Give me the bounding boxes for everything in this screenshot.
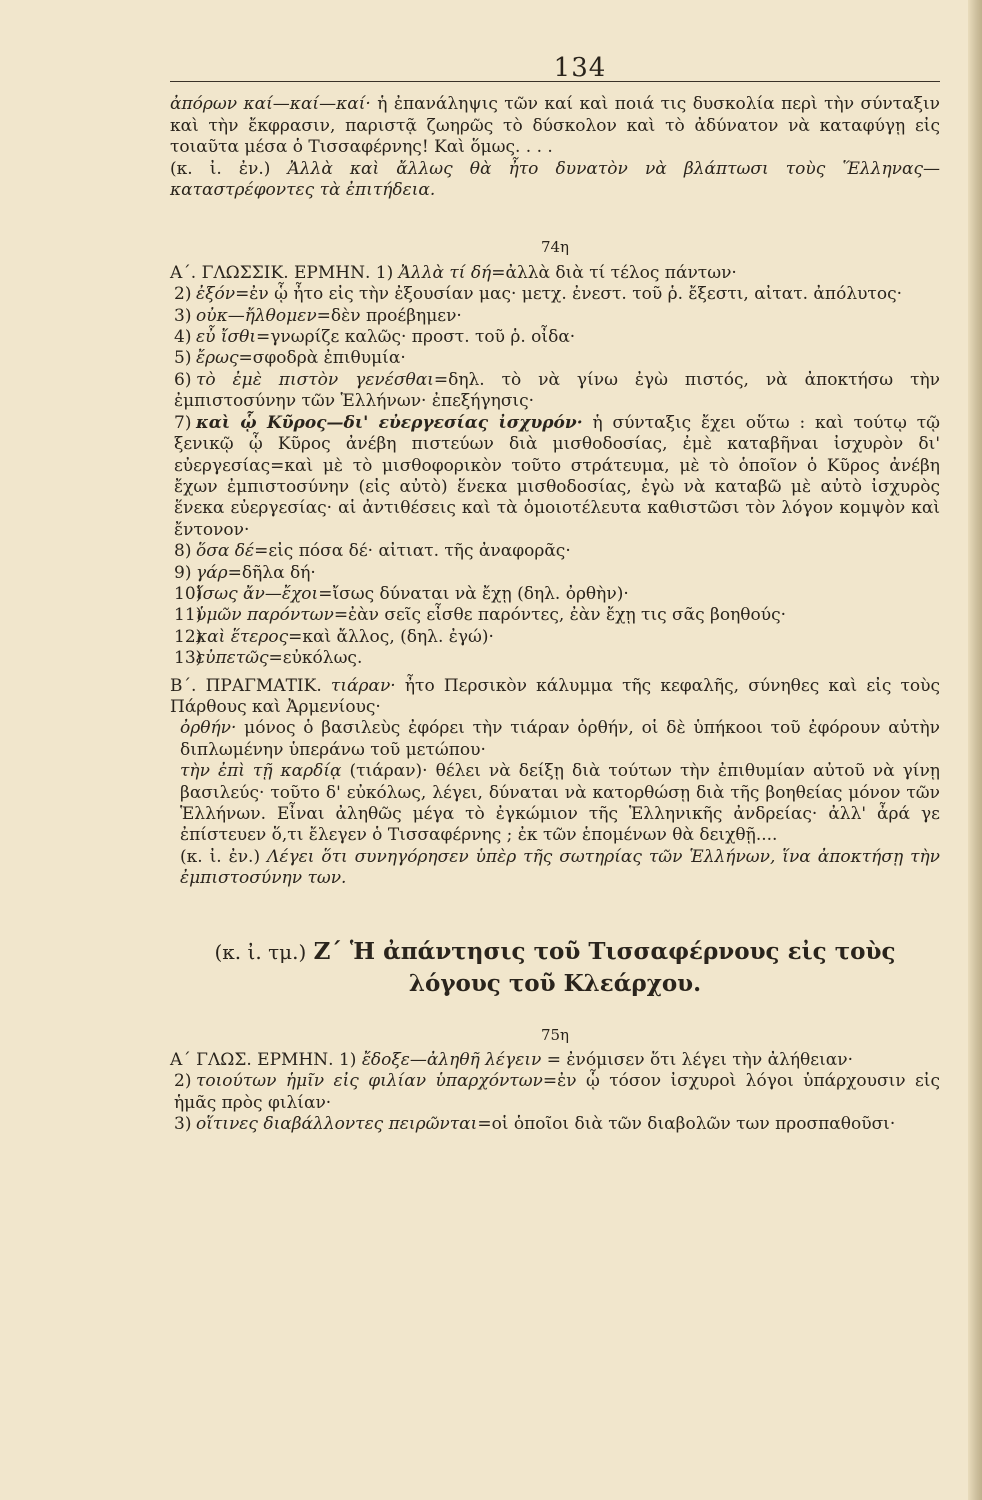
item-term: οὐκ—ἤλθομεν xyxy=(196,305,317,326)
list-item xyxy=(170,1114,940,1135)
heading-text: =ἀλλὰ διὰ τί τέλος πάντων· xyxy=(491,262,737,283)
list-item xyxy=(170,370,940,413)
heading-num: 1) xyxy=(375,262,394,283)
item-text: =ἐν ᾧ ἦτο εἰς τὴν ἐξουσίαν μας· μετχ. ἐνεστ. τοῦ ῥ. ἔξεστι, αἰτατ. ἀπόλυτος· xyxy=(235,284,902,305)
item-number: 2) xyxy=(174,1071,192,1092)
page-content xyxy=(170,53,941,1136)
pragmatik-term-3: τὴν ἐπὶ τῇ καρδίᾳ xyxy=(180,761,342,782)
chapter-title-line-1 xyxy=(170,936,940,968)
list-item xyxy=(170,284,940,305)
intro-text: ἡ ἐπανάληψις τῶν καί καὶ ποιά τις δυσκολία περὶ τὴν σύνταξιν καὶ τὴν ἔκφρασιν, παριστᾷ ζωηρῶς τὸ δύσκολον καὶ τὸ ἀδύνατον νὰ καταφύγῃ εἰς τοιαῦτα μέσα ὁ Τισσαφέρνης! Καὶ ὅμως. . . . xyxy=(170,94,940,158)
pragmatik-note-italic: Λέγει ὅτι συνηγόρησεν ὑπὲρ τῆς σωτηρίας τῶν Ἑλλήνων, ἵνα ἀποκτήσῃ τὴν ἐμπιστοσύνην των. xyxy=(180,846,941,889)
section-75-heading xyxy=(170,1050,940,1071)
pragmatik-note-prefix: (κ. ἰ. ἐν.) xyxy=(180,846,268,867)
heading-label: Α΄. ΓΛΩΣΣΙΚ. ΕΡΜΗΝ. xyxy=(170,262,371,283)
intro-paragraph xyxy=(170,94,940,158)
item-term: καὶ ἕτερος xyxy=(196,626,289,647)
item-text: =σφοδρὰ ἐπιθυμία· xyxy=(238,348,406,369)
item-term: ἴσως ἄν—ἔχοι xyxy=(196,583,319,604)
page-edge xyxy=(968,0,982,1500)
pragmatik-paragraph xyxy=(170,761,940,847)
section-74-heading xyxy=(170,263,940,284)
item-number: 9) xyxy=(174,562,192,583)
pragmatik-paragraph xyxy=(170,676,940,719)
list-item xyxy=(170,563,940,584)
item-number: 3) xyxy=(174,1114,192,1135)
section-number-74: 74η xyxy=(540,238,570,257)
item-term: γάρ xyxy=(196,562,228,583)
item-number: 8) xyxy=(174,541,192,562)
item-number: 13) xyxy=(174,648,203,669)
chapter-title-line-2: λόγους τοῦ Κλεάρχου. xyxy=(408,969,702,997)
chapter-lead: (κ. ἰ. τμ.) xyxy=(214,939,307,964)
item-number: 4) xyxy=(174,327,192,348)
item-text: =δῆλα δή· xyxy=(227,562,316,583)
pragmatik-text-1: ἦτο Περσικὸν κάλυμμα τῆς κεφαλῆς, σύνηθες καὶ εἰς τοὺς Πάρθους καὶ Ἀρμενίους· xyxy=(170,675,940,717)
list-item xyxy=(170,1071,940,1114)
item-number: 11) xyxy=(174,605,203,626)
pragmatik-text-2: μόνος ὁ βασιλεὺς ἐφόρει τὴν τιάραν ὀρθήν, οἱ δὲ ὑπήκοοι τοῦ ἐφόρουν αὐτὴν διπλωμένην ὑπεράνω τοῦ μετώπου· xyxy=(180,718,940,760)
list-item xyxy=(170,584,940,605)
item-number: 2) xyxy=(174,284,192,305)
item-term: καὶ ᾧ Κῦρος—δι' εὐεργεσίας ἰσχυρόν· xyxy=(196,412,583,433)
item-term: εὖ ἴσθι xyxy=(196,327,257,348)
pragmatik-paragraph xyxy=(170,718,940,761)
item-term: ὅσα δέ xyxy=(196,541,255,562)
list-item xyxy=(170,348,940,369)
item-text: ἡ σύνταξις ἔχει οὕτω : καὶ τούτῳ τῷ ξενικῷ ᾧ Κῦρος ἀνέβη πιστεύων διὰ μισθοδοσίας, ἐμὲ καταβῆναι ἰσχυρὸν δι' εὐεργεσίας=καὶ μὲ τὸ μισθοφορικὸν τοῦτο στράτευμα, μὲ τὸ ὁποῖον ὁ Κῦρος ἀνέβη ἔχων ἐμπιστοσύνην (εἰς αὐτὸ) ἕνεκα μισθοδοσίας, ἐγὼ νὰ καταβῶ μὲ αὐτὸ ἰσχυρὸς ἕνεκα εὐεργεσίας· αἱ ἀντιθέσεις καὶ τὰ ὁμοιοτέλευτα καθιστῶσι τὸν λόγον κομψὸν καὶ ἔντονον· xyxy=(174,412,940,540)
item-text: =δηλ. τὸ νὰ γίνω ἐγὼ πιστός, νὰ ἀποκτήσω τὴν ἐμπιστοσύνην τῶν Ἑλλήνων· ἐπεξήγησις· xyxy=(174,369,940,412)
intro-italic: ἀπόρων καί—καί—καί· xyxy=(170,94,371,115)
list-item xyxy=(170,541,940,562)
item-text: =ἐὰν σεῖς εἶσθε παρόντες, ἐὰν ἔχῃ τις σᾶς βοηθούς· xyxy=(333,605,787,626)
item-number: 5) xyxy=(174,348,192,369)
pragmatik-text-3: (τιάραν)· θέλει νὰ δείξῃ διὰ τούτων τὴν ἐπιθυμίαν αὐτοῦ νὰ γίνῃ βασιλεύς· τοῦτο δ' εὐκόλως, λέγει, δύναται νὰ κατορθώσῃ διὰ τῆς βοηθείας μόνον τῶν Ἑλλήνων. Εἶναι ἀληθῶς μέγα τὸ ἐγκώμιον τῆς Ἑλληνικῆς ἀνδρείας· ἀλλ' ἆρά γε ἐπίστευεν ὅ,τι ἔλεγεν ὁ Τισσαφέρνης ; ἐκ τῶν ἑπομένων θὰ δειχθῇ.... xyxy=(180,761,940,846)
item-number: 12) xyxy=(174,626,203,647)
intro-note-prefix: (κ. ἰ. ἐν.) xyxy=(170,158,288,179)
intro-note xyxy=(170,159,940,202)
pragmatik-label: Β΄. ΠΡΑΓΜΑΤΙΚ. xyxy=(170,675,322,696)
list-item xyxy=(170,648,940,669)
section-number-75: 75η xyxy=(540,1025,570,1044)
list-item xyxy=(170,413,940,541)
list-item xyxy=(170,605,940,626)
pragmatik-note xyxy=(170,847,940,890)
heading-label: Α΄ ΓΛΩΣ. ΕΡΜΗΝ. xyxy=(170,1050,334,1071)
item-text: =καὶ ἄλλος, (δηλ. ἐγώ)· xyxy=(288,626,494,647)
list-item xyxy=(170,627,940,648)
item-term: ὑμῶν παρόντων xyxy=(196,605,334,626)
page-number: 134 xyxy=(553,53,607,83)
item-text: =ἐν ᾧ τόσον ἰσχυροὶ λόγοι ὑπάρχουσιν εἰς ἡμᾶς πρὸς φιλίαν· xyxy=(174,1071,940,1113)
pragmatik-term-1: τιάραν· xyxy=(330,675,396,696)
heading-italic: ἔδοξε—ἀληθῆ λέγειν xyxy=(361,1050,542,1071)
item-term: ἐξόν xyxy=(196,284,236,305)
item-number: 7) xyxy=(174,412,192,433)
item-term: οἵτινες διαβάλλοντες πειρῶνται xyxy=(196,1114,478,1135)
intro-note-italic: Ἀλλὰ καὶ ἄλλως θὰ ἦτο δυνατὸν νὰ βλάπτωσι τοὺς Ἕλληνας—καταστρέφοντες τὰ ἐπιτήδεια. xyxy=(170,158,940,201)
item-number: 3) xyxy=(174,305,192,326)
item-number: 10) xyxy=(174,583,203,604)
item-text: =οἱ ὁποῖοι διὰ τῶν διαβολῶν των προσπαθοῦσι· xyxy=(477,1114,896,1135)
heading-italic: Ἀλλὰ τί δή xyxy=(398,262,492,283)
chapter-title: Ζ΄ Ἡ ἀπάντησις τοῦ Τισσαφέρνους εἰς τοὺς xyxy=(313,937,896,965)
item-text: =δὲν προέβημεν· xyxy=(316,305,462,326)
pragmatik-term-2: ὀρθήν· xyxy=(180,718,237,739)
item-term: ἔρως xyxy=(196,348,239,369)
item-term: τὸ ἐμὲ πιστὸν γενέσθαι xyxy=(196,369,434,390)
item-text: =εἰς πόσα δέ· αἰτιατ. τῆς ἀναφορᾶς· xyxy=(254,541,571,562)
item-text: =εὐκόλως. xyxy=(268,648,363,669)
item-term: τοιούτων ἡμῖν εἰς φιλίαν ὑπαρχόντων xyxy=(196,1071,543,1092)
item-term: εὐπετῶς xyxy=(196,648,269,669)
item-text: =ἴσως δύναται νὰ ἔχῃ (δηλ. ὀρθὴν)· xyxy=(318,583,629,604)
list-item xyxy=(170,327,940,348)
item-text: =γνωρίζε καλῶς· προστ. τοῦ ῥ. οἶδα· xyxy=(256,327,576,348)
heading-num: 1) xyxy=(338,1050,357,1071)
item-number: 6) xyxy=(174,369,192,390)
chapter-heading xyxy=(170,936,940,999)
list-item xyxy=(170,306,940,327)
heading-text: = ἐνόμισεν ὅτι λέγει τὴν ἀλήθειαν· xyxy=(541,1050,853,1071)
